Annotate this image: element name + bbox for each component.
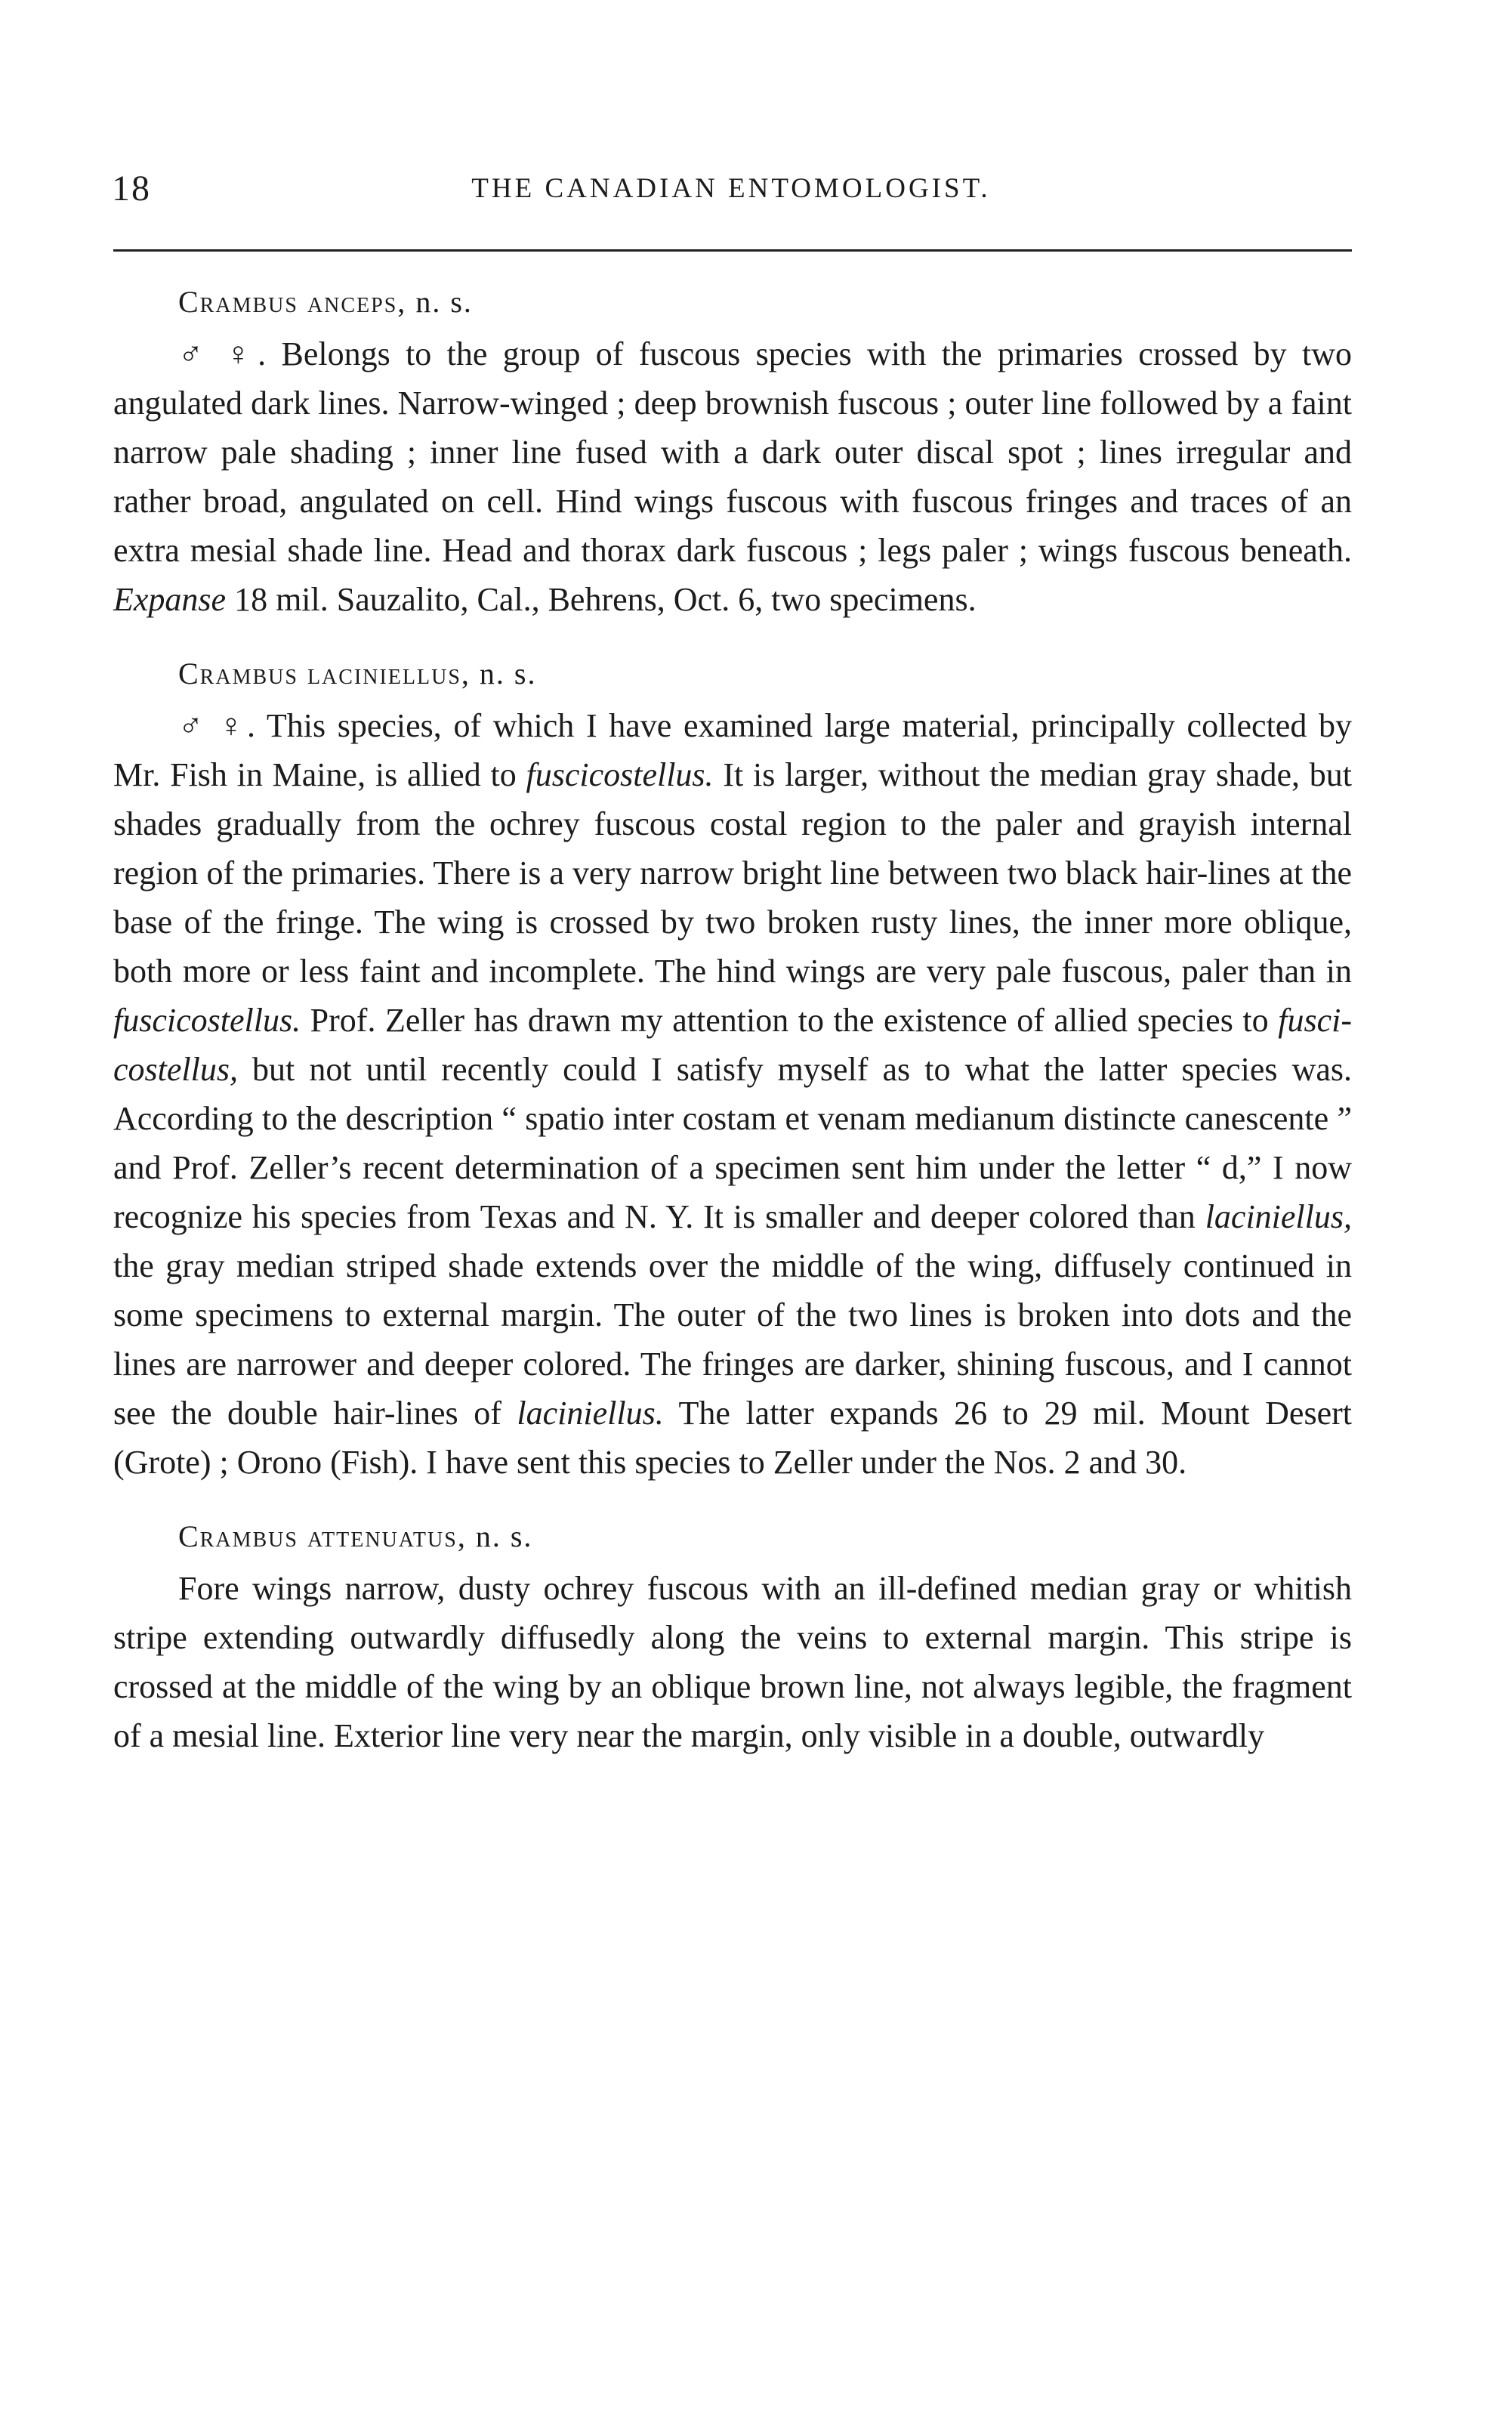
species-section — [113, 1512, 1352, 1760]
text-segment: Prof. Zeller has drawn my attention to the existence of allied species to — [301, 1002, 1279, 1039]
species-section — [113, 278, 1352, 624]
species-heading — [113, 278, 1352, 326]
species-section — [113, 650, 1352, 1487]
species-name: Crambus laciniellus, — [178, 657, 471, 691]
species-heading — [113, 1512, 1352, 1561]
species-description — [113, 701, 1352, 1487]
text-segment: the gray median striped shade extends over the middle of the wing, diffusely continued in some specimens to external margin. The outer of the two lines is broken into dots and the lines are narrower and deeper colored. The fringes are darker, shining fuscous, and I cannot see the double hair-lines of — [113, 1247, 1352, 1432]
article-body — [113, 278, 1352, 1760]
text-segment: The latter expands 26 to 29 mil. Mount Desert (Grote) ; Orono (Fish). I have sent this species to Zeller under the Nos. 2 and 30. — [113, 1395, 1352, 1481]
species-suffix: n. s. — [479, 657, 537, 691]
italic-segment: Expanse — [113, 581, 227, 618]
species-suffix: n. s. — [415, 285, 473, 319]
species-name: Crambus anceps, — [178, 285, 407, 319]
species-description — [113, 1564, 1352, 1760]
italic-segment: laciniellus. — [517, 1395, 664, 1432]
species-heading — [113, 650, 1352, 698]
italic-segment: fusci-costellus, — [113, 1002, 1352, 1088]
species-name: Crambus attenuatus, — [178, 1519, 467, 1553]
text-segment: but not until recently could I satisfy myself as to what the latter species was. According to the description “ spatio inter costam et venam medianum distincte canescente ” and Prof. Zeller’s recent determination of a specimen sent him under the letter “ d,” I now recognize his species from Texas and N. Y. It is smaller and deeper colored than — [113, 1051, 1352, 1235]
text-segment: 18 mil. Sauzalito, Cal., Behrens, Oct. 6, two specimens. — [226, 581, 977, 618]
text-segment: ♂ ♀. This species, of which I have examined large material, principally collected by Mr. Fish in Maine, is allied to — [113, 707, 1352, 793]
italic-segment: laciniellus, — [1205, 1198, 1352, 1235]
species-description — [113, 329, 1352, 624]
header-rule — [113, 249, 1352, 252]
running-title: THE CANADIAN ENTOMOLOGIST. — [471, 173, 991, 204]
italic-segment: fuscicostellus. — [113, 1002, 301, 1039]
page-number: 18 — [112, 168, 151, 209]
species-suffix: n. s. — [475, 1519, 533, 1553]
text-segment: It is larger, without the median gray shade, but shades gradually from the ochrey fuscous costal region to the paler and grayish internal region of the primaries. There is a very narrow bright line between two black hair-lines at the base of the fringe. The wing is crossed by two broken rusty lines, the inner more oblique, both more or less faint and incomplete. The hind wings are very pale fuscous, paler than in — [113, 756, 1352, 990]
text-segment: Fore wings narrow, dusty ochrey fuscous with an ill-defined median gray or whitish stripe extending outwardly diffusedly along the veins to external margin. This stripe is crossed at the middle of the wing by an oblique brown line, not always legible, the fragment of a mesial line. Exterior line very near the margin, only visible in a double, outwardly — [113, 1570, 1352, 1754]
italic-segment: fuscicostellus. — [526, 756, 714, 793]
page-header — [112, 168, 1350, 221]
text-segment: ♂ ♀. Belongs to the group of fuscous species with the primaries crossed by two angulated dark lines. Narrow-winged ; deep brownish fuscous ; outer line followed by a faint narrow pale shading ; inner line fused with a dark outer discal spot ; lines irregular and rather broad, angulated on cell. Hind wings fuscous with fuscous fringes and traces of an extra mesial shade line. Head and thorax dark fuscous ; legs paler ; wings fuscous beneath. — [113, 335, 1352, 569]
